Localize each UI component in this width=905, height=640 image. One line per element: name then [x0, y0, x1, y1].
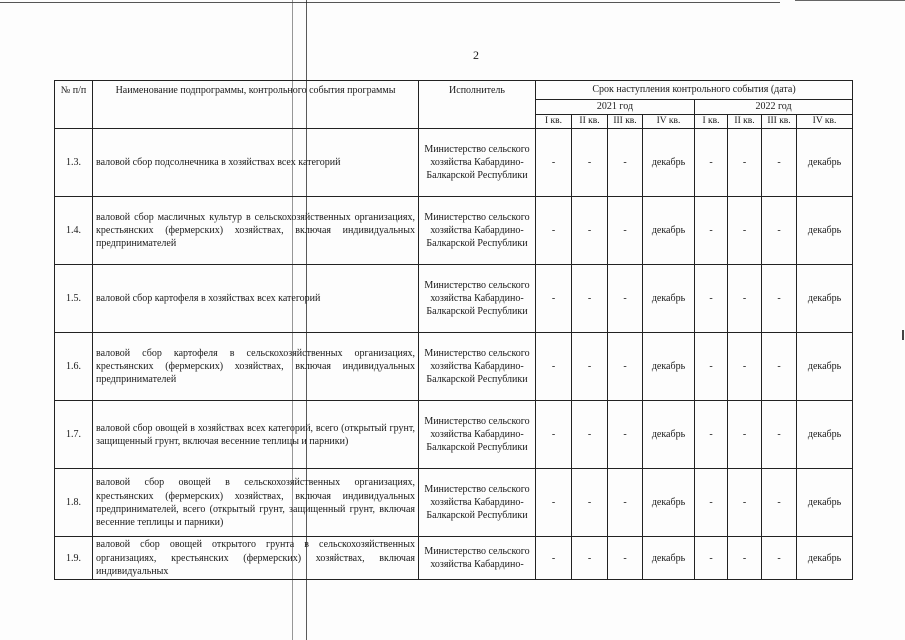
- header-quarter: II кв.: [572, 115, 608, 129]
- table-row: [55, 469, 853, 537]
- quarter-cell: декабрь: [643, 333, 695, 401]
- table-row: [55, 333, 853, 401]
- quarter-cell: -: [608, 537, 643, 580]
- quarter-cell: -: [762, 197, 797, 265]
- event-name: валовой сбор овощей в сельскохозяйственных организациях, крестьянских (фермерских) хозяйствах, включая индивидуальных предпринимателей, всего (открытый грунт, защищенный грунт, включая весенние теплицы и парники): [93, 469, 419, 537]
- quarter-cell: -: [728, 401, 762, 469]
- header-quarter: II кв.: [728, 115, 762, 129]
- header-quarter: IV кв.: [797, 115, 853, 129]
- quarter-cell: -: [728, 265, 762, 333]
- quarter-cell: -: [572, 265, 608, 333]
- quarter-cell: -: [536, 469, 572, 537]
- header-year-2022: 2022 год: [695, 100, 853, 115]
- quarter-cell: декабрь: [797, 537, 853, 580]
- quarter-cell: декабрь: [797, 401, 853, 469]
- executor: Министерство сельского хозяйства Кабардино-Балкарской Республики: [419, 129, 536, 197]
- header-quarter: III кв.: [762, 115, 797, 129]
- executor: Министерство сельского хозяйства Кабардино-Балкарской Республики: [419, 265, 536, 333]
- table-row: [55, 129, 853, 197]
- event-name: валовой сбор подсолнечника в хозяйствах всех категорий: [93, 129, 419, 197]
- header-num: № п/п: [55, 81, 93, 129]
- executor: Министерство сельского хозяйства Кабардино-Балкарской Республики: [419, 469, 536, 537]
- quarter-cell: -: [572, 197, 608, 265]
- quarter-cell: -: [536, 129, 572, 197]
- event-name: валовой сбор овощей в хозяйствах всех категорий, всего (открытый грунт, защищенный грунт, включая весенние теплицы и парники): [93, 401, 419, 469]
- quarter-cell: декабрь: [797, 197, 853, 265]
- event-name: валовой сбор овощей открытого грунта в сельскохозяйственных организациях, крестьянских (фермерских) хозяйствах, включая индивидуальных: [93, 537, 419, 580]
- header-quarter: III кв.: [608, 115, 643, 129]
- scan-edge-line-right: [795, 0, 905, 1]
- quarter-cell: -: [608, 197, 643, 265]
- executor: Министерство сельского хозяйства Кабардино-Балкарской Республики: [419, 401, 536, 469]
- quarter-cell: -: [728, 129, 762, 197]
- row-number: 1.9.: [55, 537, 93, 580]
- row-number: 1.3.: [55, 129, 93, 197]
- quarter-cell: -: [608, 401, 643, 469]
- quarter-cell: -: [572, 469, 608, 537]
- event-name: валовой сбор масличных культур в сельскохозяйственных организациях, крестьянских (фермерских) хозяйствах, включая индивидуальных предпринимателей: [93, 197, 419, 265]
- quarter-cell: -: [728, 197, 762, 265]
- event-name: валовой сбор картофеля в сельскохозяйственных организациях, крестьянских (фермерских) хозяйствах, включая индивидуальных предпринимателей: [93, 333, 419, 401]
- row-number: 1.6.: [55, 333, 93, 401]
- quarter-cell: -: [572, 333, 608, 401]
- quarter-cell: декабрь: [643, 265, 695, 333]
- scan-edge-line: [0, 2, 780, 3]
- quarter-cell: -: [762, 333, 797, 401]
- quarter-cell: -: [728, 333, 762, 401]
- table-row: [55, 401, 853, 469]
- executor: Министерство сельского хозяйства Кабардино-Балкарской Республики: [419, 197, 536, 265]
- quarter-cell: -: [572, 401, 608, 469]
- quarter-cell: -: [762, 265, 797, 333]
- quarter-cell: -: [695, 197, 728, 265]
- executor: Министерство сельского хозяйства Кабардино-: [419, 537, 536, 580]
- header-executor: Исполнитель: [419, 81, 536, 129]
- quarter-cell: декабрь: [643, 129, 695, 197]
- header-year-2021: 2021 год: [536, 100, 695, 115]
- quarter-cell: -: [728, 537, 762, 580]
- quarter-cell: декабрь: [643, 401, 695, 469]
- table-row: [55, 197, 853, 265]
- row-number: 1.8.: [55, 469, 93, 537]
- quarter-cell: -: [762, 469, 797, 537]
- quarter-cell: -: [608, 333, 643, 401]
- table-row: [55, 537, 853, 580]
- row-number: 1.5.: [55, 265, 93, 333]
- control-events-table: [54, 80, 853, 580]
- quarter-cell: декабрь: [797, 469, 853, 537]
- quarter-cell: -: [536, 197, 572, 265]
- quarter-cell: -: [608, 265, 643, 333]
- row-number: 1.4.: [55, 197, 93, 265]
- quarter-cell: -: [695, 469, 728, 537]
- quarter-cell: -: [695, 537, 728, 580]
- executor: Министерство сельского хозяйства Кабардино-Балкарской Республики: [419, 333, 536, 401]
- quarter-cell: декабрь: [643, 469, 695, 537]
- table-row: [55, 265, 853, 333]
- header-period: Срок наступления контрольного события (дата): [536, 81, 853, 100]
- quarter-cell: декабрь: [797, 129, 853, 197]
- quarter-cell: декабрь: [643, 197, 695, 265]
- header-quarter: I кв.: [695, 115, 728, 129]
- quarter-cell: -: [572, 129, 608, 197]
- quarter-cell: -: [536, 537, 572, 580]
- quarter-cell: декабрь: [643, 537, 695, 580]
- quarter-cell: -: [608, 469, 643, 537]
- event-name: валовой сбор картофеля в хозяйствах всех категорий: [93, 265, 419, 333]
- quarter-cell: -: [608, 129, 643, 197]
- header-name: Наименование подпрограммы, контрольного события программы: [93, 81, 419, 129]
- quarter-cell: -: [695, 129, 728, 197]
- header-quarter: I кв.: [536, 115, 572, 129]
- quarter-cell: -: [695, 333, 728, 401]
- quarter-cell: -: [728, 469, 762, 537]
- quarter-cell: -: [762, 537, 797, 580]
- page-number: 2: [473, 48, 479, 62]
- quarter-cell: -: [695, 265, 728, 333]
- row-number: 1.7.: [55, 401, 93, 469]
- quarter-cell: -: [762, 129, 797, 197]
- quarter-cell: -: [536, 265, 572, 333]
- quarter-cell: -: [536, 333, 572, 401]
- scan-mark: [902, 330, 904, 340]
- quarter-cell: -: [762, 401, 797, 469]
- quarter-cell: декабрь: [797, 333, 853, 401]
- header-quarter: IV кв.: [643, 115, 695, 129]
- quarter-cell: -: [572, 537, 608, 580]
- quarter-cell: -: [536, 401, 572, 469]
- quarter-cell: -: [695, 401, 728, 469]
- quarter-cell: декабрь: [797, 265, 853, 333]
